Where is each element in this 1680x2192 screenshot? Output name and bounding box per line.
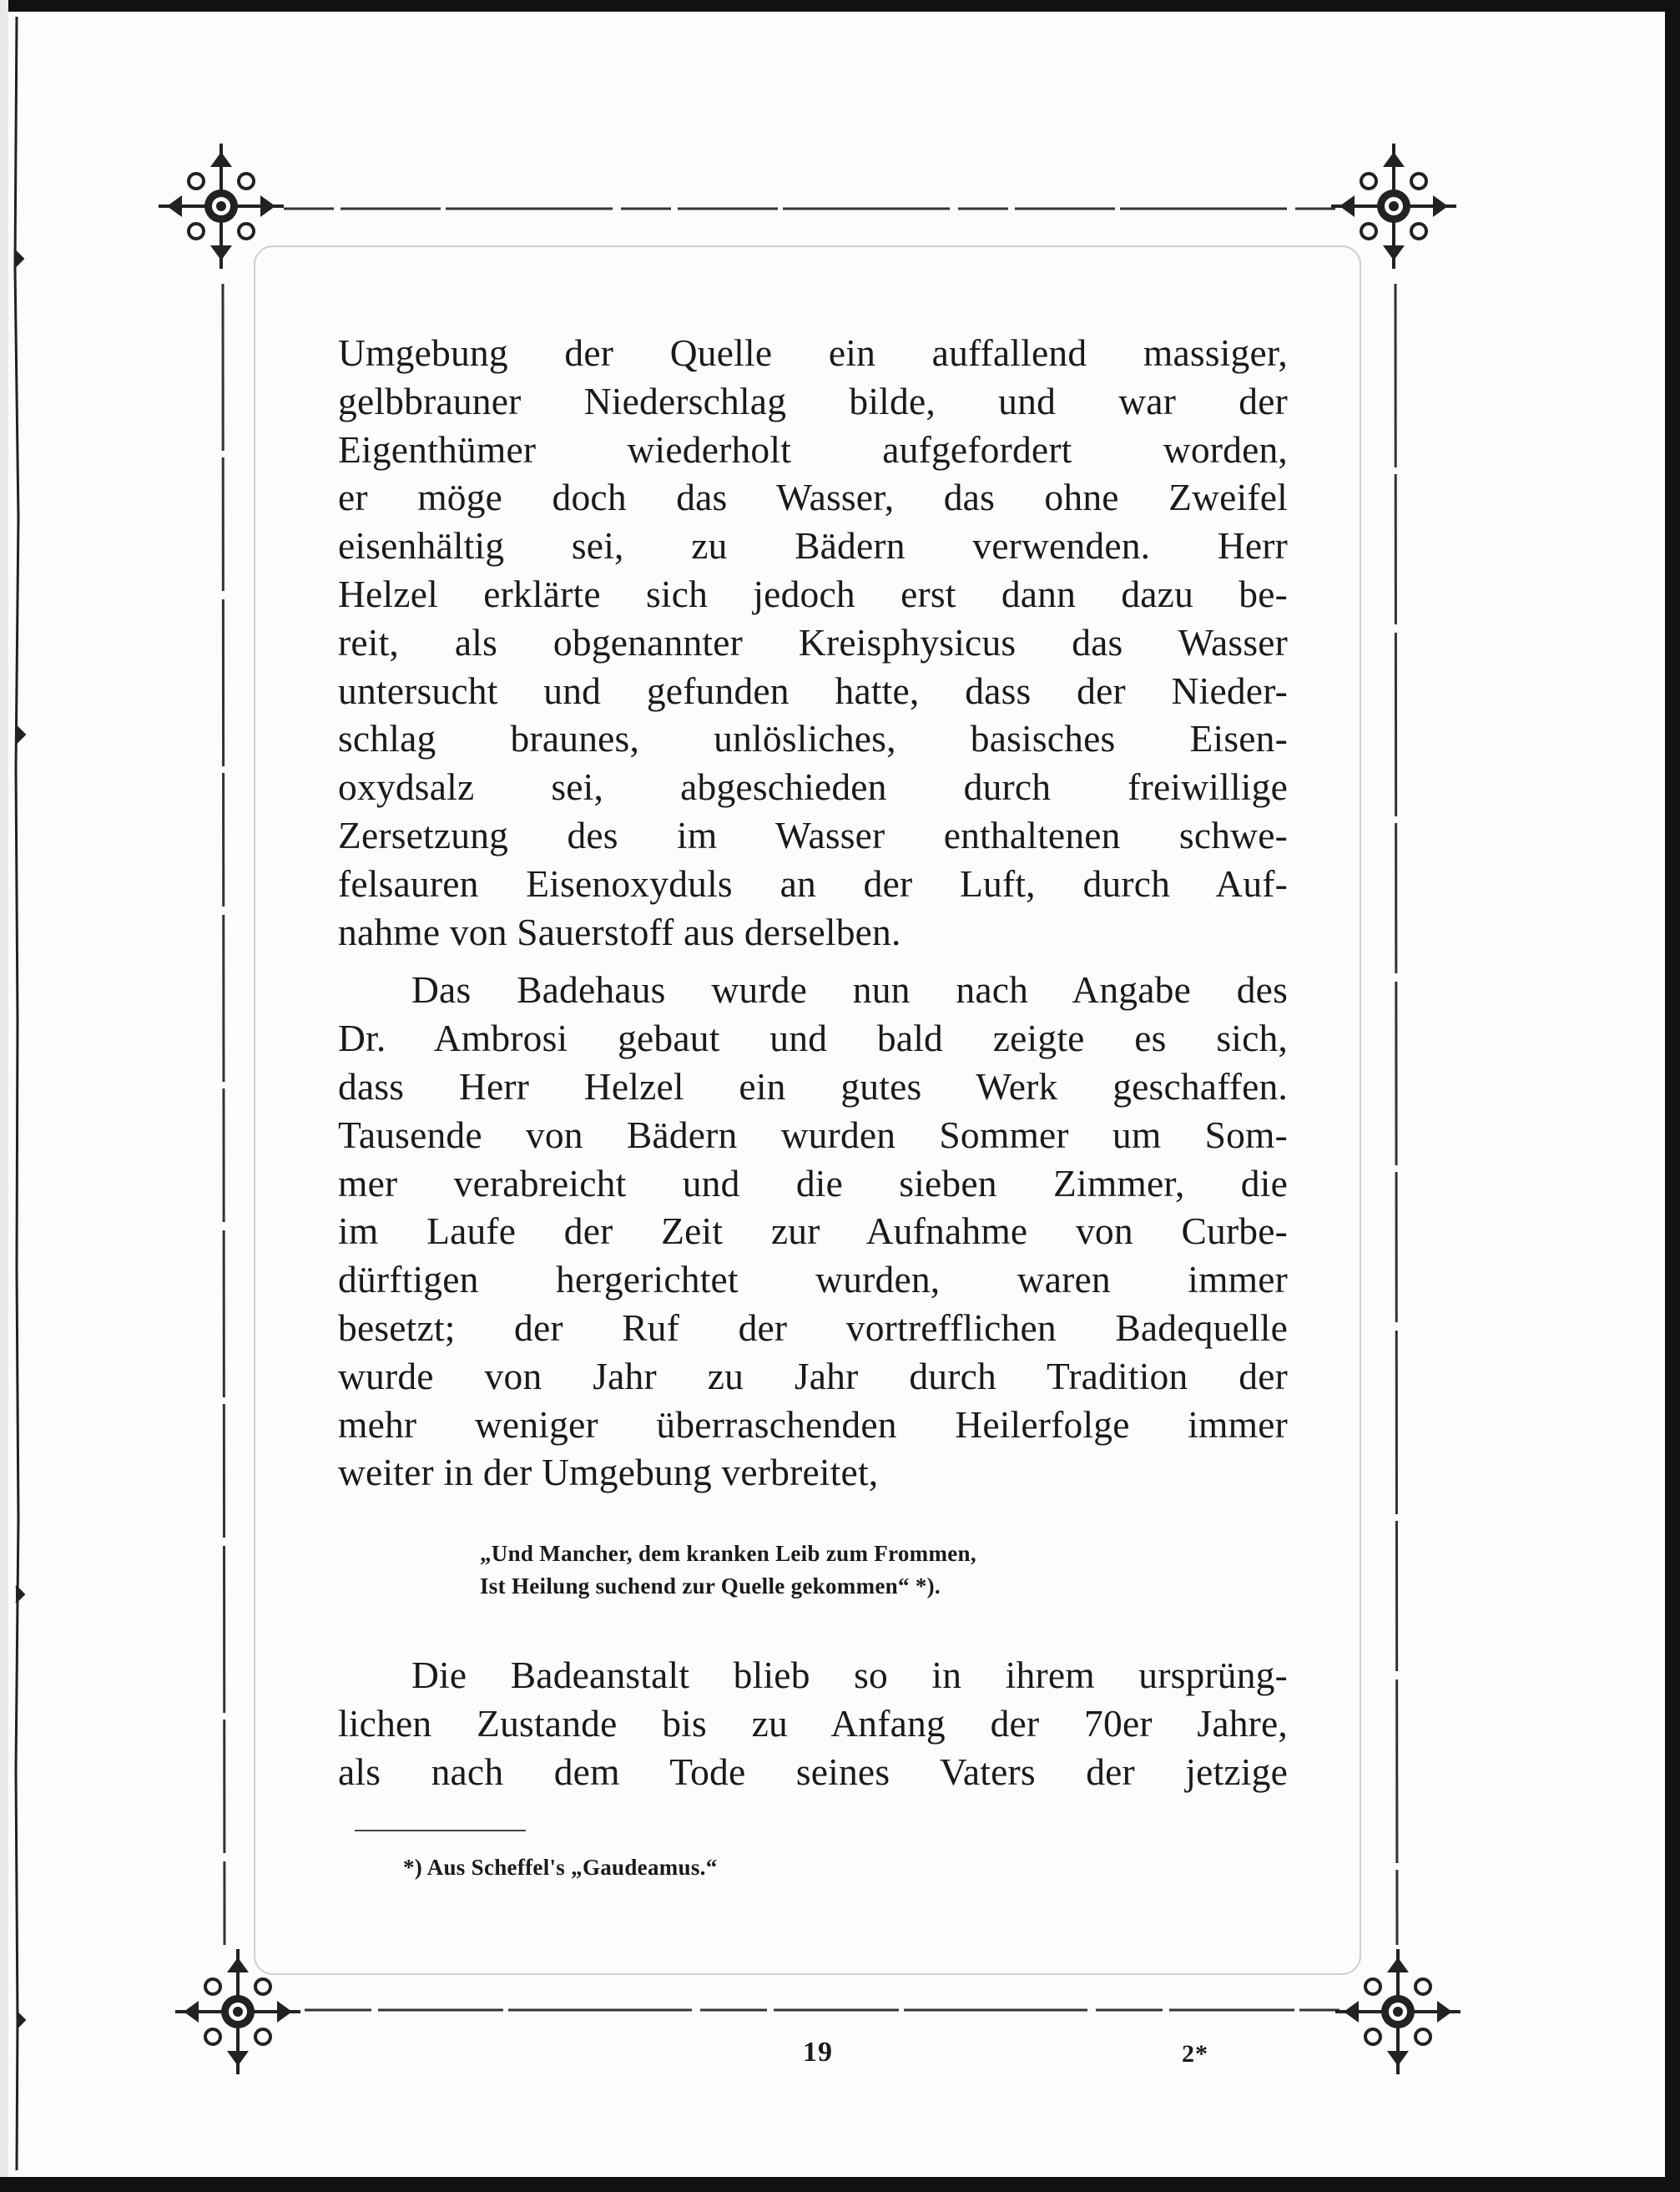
text-line: nahme von Sauerstoff aus derselben. <box>338 910 901 953</box>
text-line: Helzel erklärte sich jedoch erst dann dazu be- <box>338 572 1288 615</box>
text-line: eisenhältig sei, zu Bädern verwenden. Herr <box>338 524 1288 568</box>
text-line: wurde von Jahr zu Jahr durch Tradition der <box>338 1354 1288 1397</box>
corner-ornament-bottom-left <box>175 1949 300 2074</box>
text-line: oxydsalz sei, abgeschieden durch freiwillige <box>338 765 1288 809</box>
text-line: Tausende von Bädern wurden Sommer um Som- <box>338 1113 1288 1156</box>
text-line: dürftigen hergerichtet wurden, waren immer <box>338 1258 1288 1301</box>
text-line: besetzt; der Ruf der vortrefflichen Badequelle <box>338 1306 1288 1349</box>
text-line: mehr weniger überraschenden Heilerfolge immer <box>338 1402 1288 1446</box>
text-line: er möge doch das Wasser, das ohne Zweifel <box>338 476 1288 519</box>
footnote: *) Aus Scheffel's „Gaudeamus.“ <box>403 1855 718 1880</box>
signature-mark: 2* <box>1182 2040 1208 2068</box>
corner-ornament-top-right <box>1331 144 1456 269</box>
corner-ornament-bottom-right <box>1335 1949 1461 2074</box>
text-line: als nach dem Tode seines Vaters der jetzige <box>338 1750 1288 1793</box>
footnote-divider <box>355 1830 526 1831</box>
text-line: schlag braunes, unlösliches, basisches Eisen- <box>338 717 1288 760</box>
corner-ornament-top-left <box>159 144 284 269</box>
paragraph-1 <box>338 329 1288 956</box>
text-line: Zersetzung des im Wasser enthaltenen schwe- <box>338 813 1288 856</box>
text-line: lichen Zustande bis zu Anfang der 70er Jahre, <box>338 1701 1288 1745</box>
text-line: Das Badehaus wurde nun nach Angabe des <box>411 968 1288 1012</box>
text-line: Eigenthümer wiederholt aufgefordert worden, <box>338 427 1288 471</box>
text-line: Dr. Ambrosi gebaut und bald zeigte es sich, <box>338 1017 1288 1060</box>
text-line: im Laufe der Zeit zur Aufnahme von Curbe- <box>338 1210 1288 1253</box>
paragraph-3 <box>338 1651 1288 1796</box>
page-number: 19 <box>803 2037 833 2068</box>
text-line: weiter in der Umgebung verbreitet, <box>338 1451 879 1494</box>
quote-line: „Und Mancher, dem kranken Leib zum Frommen, <box>480 1541 976 1566</box>
text-line: untersucht und gefunden hatte, dass der Nieder- <box>338 669 1288 712</box>
text-line: reit, als obgenannter Kreisphysicus das Wasser <box>338 620 1288 664</box>
text-line: mer verabreicht und die sieben Zimmer, die <box>338 1161 1288 1205</box>
text-line: Umgebung der Quelle ein auffallend massiger, <box>338 331 1288 374</box>
text-line: gelbbrauner Niederschlag bilde, und war der <box>338 379 1288 422</box>
text-line: Die Badeanstalt blieb so in ihrem ursprüng- <box>411 1654 1288 1696</box>
text-line: dass Herr Helzel ein gutes Werk geschaffen. <box>338 1064 1288 1108</box>
quote-line: Ist Heilung suchend zur Quelle gekommen“ *). <box>480 1573 941 1599</box>
text-line: felsauren Eisenoxyduls an der Luft, durch Auf- <box>338 861 1288 905</box>
body-text <box>338 329 1288 1497</box>
paragraph-2 <box>338 966 1288 1497</box>
verse-quote <box>480 1538 1231 1603</box>
